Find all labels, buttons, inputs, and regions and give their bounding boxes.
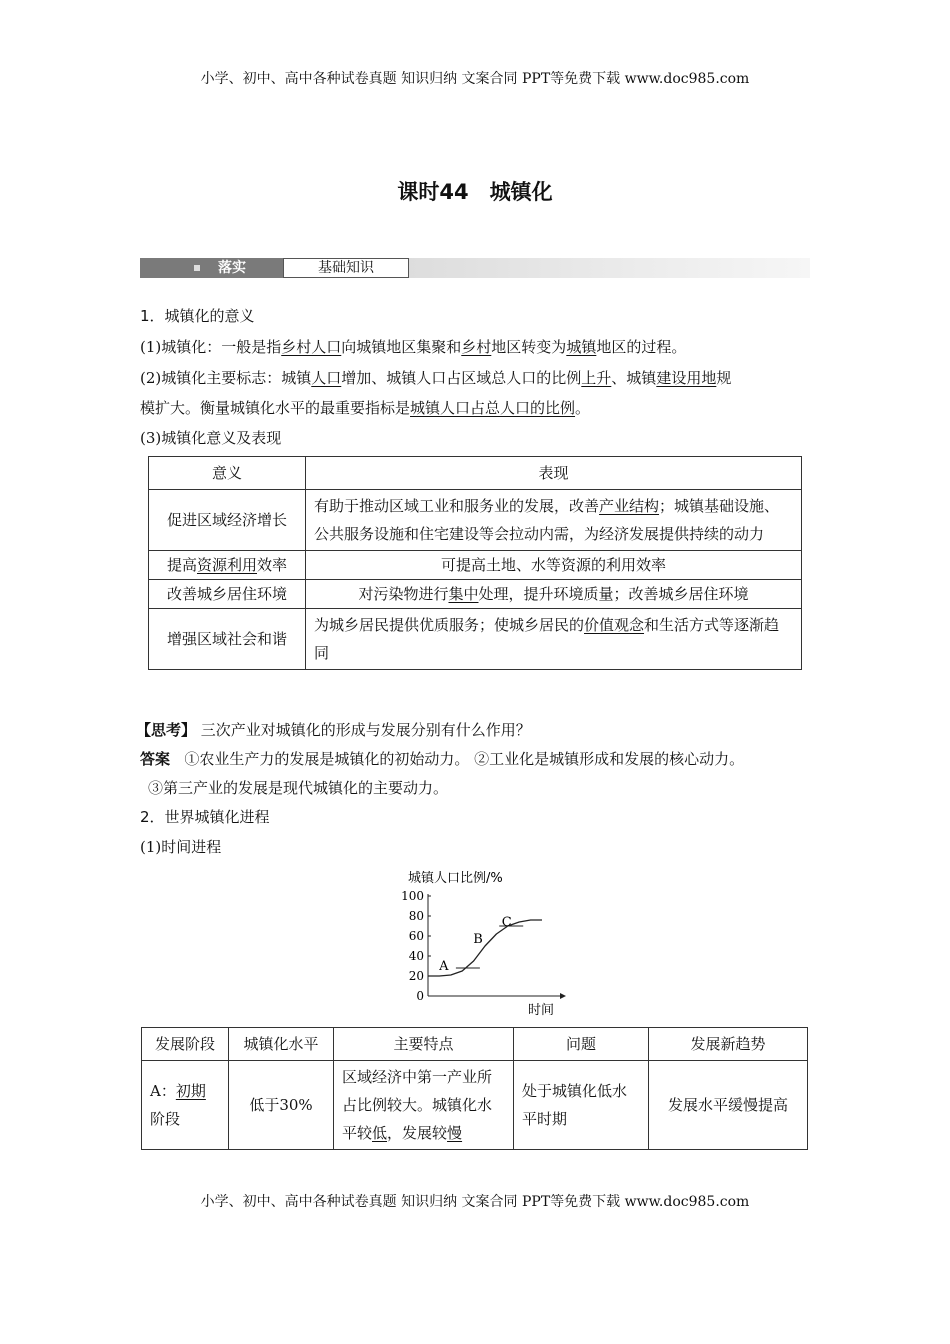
paragraph: (3)城镇化意义及表现 bbox=[140, 429, 282, 447]
band-label: 落实 bbox=[218, 260, 246, 276]
underlined-answer: 价值观念 bbox=[584, 616, 645, 634]
text-segment: 向城镇地区集聚和 bbox=[341, 338, 462, 356]
x-axis-arrow-icon bbox=[560, 993, 566, 999]
text-segment: (2)城镇化主要标志：城镇 bbox=[140, 369, 312, 387]
answer-text: ③第三产业的发展是现代城镇化的主要动力。 bbox=[148, 779, 449, 797]
table-row bbox=[149, 490, 802, 551]
x-axis-label: 时间 bbox=[528, 1003, 555, 1018]
text-segment: 。 bbox=[575, 399, 591, 417]
text-segment: 改善城乡居住环境 bbox=[166, 585, 287, 603]
section-heading: 1．城镇化的意义 bbox=[140, 307, 255, 325]
text-segment: 地区转变为 bbox=[491, 338, 567, 356]
text-segment: 增加、城镇人口占区域总人口的比例 bbox=[341, 369, 582, 387]
underlined-answer: 资源利用 bbox=[196, 556, 257, 574]
text-segment: 和生活方式等逐渐趋同 bbox=[314, 616, 780, 662]
think-question: 三次产业对城镇化的形成与发展分别有什么作用？ bbox=[200, 721, 531, 739]
y-tick-label: 100 bbox=[401, 889, 424, 903]
underlined-answer: 人口 bbox=[311, 369, 342, 387]
text-segment: (1)城镇化：一般是指 bbox=[140, 338, 282, 356]
table-row: A：初期阶段 低于30% 区域经济中第一产业所占比例较大。城镇化水平较低，发展较慢 处于城镇化低水平时期 发展水平缓慢提高 bbox=[142, 1061, 808, 1150]
table-header: 问题 bbox=[514, 1028, 649, 1061]
underlined-answer: 初期 bbox=[175, 1082, 206, 1100]
significance-table bbox=[148, 456, 802, 670]
text-segment: 阶段 bbox=[150, 1110, 181, 1128]
paragraph bbox=[140, 368, 731, 388]
paragraph bbox=[140, 398, 590, 418]
section-heading: 2．世界城镇化进程 bbox=[140, 808, 270, 826]
urbanization-curve-chart bbox=[390, 862, 570, 1022]
y-tick-label: 20 bbox=[408, 969, 424, 983]
underlined-answer: 乡村 bbox=[461, 338, 492, 356]
chart-title: 城镇人口比例/% bbox=[408, 871, 503, 886]
table-header: 意义 bbox=[149, 457, 306, 490]
text-segment: 、城镇 bbox=[611, 369, 657, 387]
underlined-answer: 建设用地 bbox=[656, 369, 717, 387]
think-label: 【思考】 bbox=[136, 721, 197, 739]
paragraph: (1)时间进程 bbox=[140, 838, 222, 856]
table-header: 发展新趋势 bbox=[649, 1028, 808, 1061]
y-tick-label: 40 bbox=[408, 949, 424, 963]
section-band bbox=[140, 258, 810, 278]
text-segment: A： bbox=[150, 1082, 176, 1100]
page-header: 小学、初中、高中各种试卷真题 知识归纳 文案合同 PPT等免费下载 www.doc985.com bbox=[200, 71, 750, 87]
development-stage-table bbox=[141, 1027, 808, 1150]
paragraph bbox=[140, 337, 686, 357]
page-title: 课时44 城镇化 bbox=[397, 180, 553, 204]
underlined-answer: 低 bbox=[372, 1124, 388, 1142]
text-segment: 对污染物进行 bbox=[358, 585, 449, 603]
underlined-answer: 慢 bbox=[447, 1124, 463, 1142]
table-header: 主要特点 bbox=[334, 1028, 514, 1061]
text-segment: 效率 bbox=[257, 556, 288, 574]
underlined-answer: 集中 bbox=[448, 585, 479, 603]
text-segment: 规 bbox=[716, 369, 732, 387]
text-segment: 促进区域经济增长 bbox=[166, 511, 287, 529]
answer-text: ①农业生产力的发展是城镇化的初始动力。 ②工业化是城镇形成和发展的核心动力。 bbox=[184, 750, 745, 768]
text-segment: 提高 bbox=[166, 556, 197, 574]
table-header: 发展阶段 bbox=[142, 1028, 229, 1061]
y-tick-label: 80 bbox=[408, 909, 424, 923]
text-segment: 地区的过程。 bbox=[596, 338, 687, 356]
underlined-answer: 城镇 bbox=[566, 338, 597, 356]
table-row bbox=[149, 580, 802, 609]
page-footer: 小学、初中、高中各种试卷真题 知识归纳 文案合同 PPT等免费下载 www.doc985.com bbox=[200, 1194, 750, 1210]
text-segment: 处理，提升环境质量；改善城乡居住环境 bbox=[478, 585, 749, 603]
stage-label-c: C bbox=[501, 915, 512, 930]
text-segment: ；城镇基础设施、公共服务设施和住宅建设等会拉动内需，为经济发展提供持续的动力 bbox=[314, 497, 780, 543]
table-header: 城镇化水平 bbox=[229, 1028, 334, 1061]
underlined-answer: 乡村人口 bbox=[281, 338, 342, 356]
text-segment: 增强区域社会和谐 bbox=[166, 630, 287, 648]
y-tick-label: 0 bbox=[416, 989, 424, 1003]
text-segment: 有助于推动区域工业和服务业的发展，改善 bbox=[314, 497, 600, 515]
answer-label: 答案 bbox=[140, 750, 171, 768]
table-row bbox=[149, 609, 802, 670]
underlined-answer: 上升 bbox=[581, 369, 612, 387]
text-segment: 为城乡居民提供优质服务；使城乡居民的 bbox=[314, 616, 585, 634]
text-segment: ，发展较 bbox=[387, 1124, 448, 1142]
underlined-answer: 城镇人口占总人口的比例 bbox=[410, 399, 576, 417]
y-tick-label: 60 bbox=[408, 929, 424, 943]
square-bullet-icon bbox=[194, 265, 200, 271]
text-segment: 可提高土地、水等资源的利用效率 bbox=[440, 556, 666, 574]
table-header: 表现 bbox=[306, 457, 802, 490]
underlined-answer: 产业结构 bbox=[599, 497, 660, 515]
text-segment: 模扩大。衡量城镇化水平的最重要指标是 bbox=[140, 399, 411, 417]
table-row bbox=[149, 551, 802, 580]
text-segment: 区域经济中第一产业所占比例较大。城镇化水平较 bbox=[342, 1068, 493, 1142]
stage-label-b: B bbox=[473, 932, 483, 947]
stage-label-a: A bbox=[439, 959, 449, 974]
band-sublabel: 基础知识 bbox=[283, 258, 409, 278]
